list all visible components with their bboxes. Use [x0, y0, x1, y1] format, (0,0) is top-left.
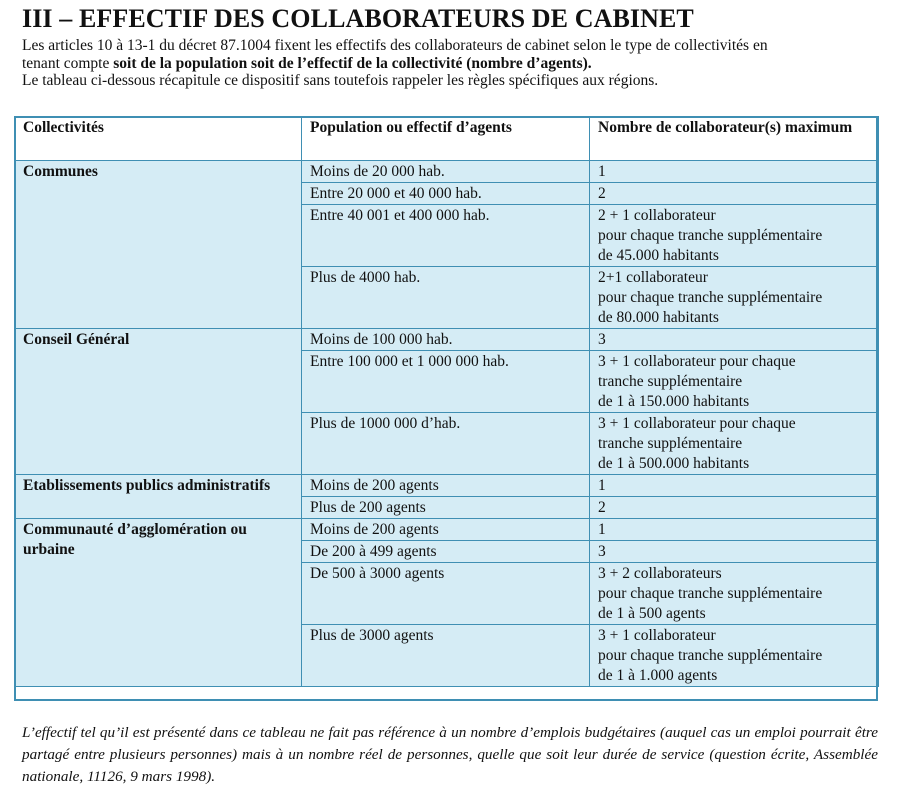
max-collaborators-line: 2+1 collaborateur	[598, 269, 708, 286]
max-collaborators-line: 2 + 1 collaborateur	[598, 207, 716, 224]
max-collaborators-cell	[590, 183, 879, 205]
intro-line-3: Le tableau ci-dessous récapitule ce dispositif sans toutefois rappeler les règles spécifiques aux régions.	[22, 72, 659, 89]
population-cell: De 500 à 3000 agents	[302, 563, 590, 625]
header-population: Population ou effectif d’agents	[302, 117, 590, 161]
collectivite-cell: Conseil Général	[15, 329, 302, 475]
max-collaborators-line: 3 + 1 collaborateur pour chaque	[598, 415, 796, 432]
collaborators-table	[14, 116, 879, 687]
population-cell: Moins de 20 000 hab.	[302, 161, 590, 183]
max-collaborators-line: de 1 à 500 agents	[598, 605, 706, 622]
max-collaborators-cell	[590, 413, 879, 475]
max-collaborators-cell	[590, 351, 879, 413]
intro-line-2-text: tenant compte	[22, 54, 114, 72]
max-collaborators-line: 3	[598, 543, 606, 560]
header-max-collaborators: Nombre de collaborateur(s) maximum	[590, 117, 879, 161]
max-collaborators-line: de 1 à 150.000 habitants	[598, 393, 750, 410]
max-collaborators-cell	[590, 541, 879, 563]
max-collaborators-line: 3 + 1 collaborateur	[598, 627, 716, 644]
section-title: III – EFFECTIF DES COLLABORATEURS DE CABINET	[22, 4, 694, 33]
population-cell: Entre 100 000 et 1 000 000 hab.	[302, 351, 590, 413]
max-collaborators-cell	[590, 625, 879, 687]
table-header-row	[15, 117, 879, 161]
intro-line-2-bold: soit de la population soit de l’effectif de la collectivité (nombre d’agents).	[113, 54, 592, 72]
population-cell: Plus de 200 agents	[302, 497, 590, 519]
max-collaborators-line: tranche supplémentaire	[598, 373, 743, 390]
max-collaborators-line: 2	[598, 499, 606, 516]
table-body	[15, 161, 879, 687]
max-collaborators-line: de 1 à 1.000 agents	[598, 667, 718, 684]
max-collaborators-line: de 80.000 habitants	[598, 309, 719, 326]
max-collaborators-cell	[590, 563, 879, 625]
max-collaborators-line: tranche supplémentaire	[598, 435, 743, 452]
max-collaborators-line: 3 + 2 collaborateurs	[598, 565, 722, 582]
max-collaborators-line: pour chaque tranche supplémentaire	[598, 585, 823, 602]
collectivite-cell: Etablissements publics administratifs	[15, 475, 302, 519]
header-collectivites: Collectivités	[15, 117, 302, 161]
population-cell: Entre 20 000 et 40 000 hab.	[302, 183, 590, 205]
collectivite-cell: Communauté d’agglomération ou urbaine	[15, 519, 302, 687]
population-cell: Moins de 200 agents	[302, 519, 590, 541]
max-collaborators-line: 3 + 1 collaborateur pour chaque	[598, 353, 796, 370]
max-collaborators-cell	[590, 161, 879, 183]
max-collaborators-line: pour chaque tranche supplémentaire	[598, 289, 823, 306]
max-collaborators-line: 1	[598, 477, 606, 494]
table-row	[15, 475, 879, 497]
max-collaborators-line: pour chaque tranche supplémentaire	[598, 647, 823, 664]
population-cell: De 200 à 499 agents	[302, 541, 590, 563]
population-cell: Entre 40 001 et 400 000 hab.	[302, 205, 590, 267]
collectivite-cell: Communes	[15, 161, 302, 329]
intro-line-1: Les articles 10 à 13-1 du décret 87.1004 fixent les effectifs des collaborateurs de cabinet selon le type de collectivités en	[22, 37, 768, 54]
max-collaborators-line: 1	[598, 521, 606, 538]
table-row	[15, 519, 879, 541]
max-collaborators-cell	[590, 475, 879, 497]
table-row	[15, 161, 879, 183]
max-collaborators-line: pour chaque tranche supplémentaire	[598, 227, 823, 244]
population-cell: Plus de 4000 hab.	[302, 267, 590, 329]
max-collaborators-line: 2	[598, 185, 606, 202]
max-collaborators-line: 3	[598, 331, 606, 348]
max-collaborators-cell	[590, 267, 879, 329]
population-cell: Plus de 3000 agents	[302, 625, 590, 687]
max-collaborators-line: 1	[598, 163, 606, 180]
population-cell: Plus de 1000 000 d’hab.	[302, 413, 590, 475]
max-collaborators-cell	[590, 205, 879, 267]
max-collaborators-cell	[590, 519, 879, 541]
max-collaborators-cell	[590, 329, 879, 351]
footnote: L’effectif tel qu’il est présenté dans ce tableau ne fait pas référence à un nombre d’emplois budgétaires (auquel cas un emploi pourrait être partagé entre plusieurs personnes) mais à un nombre réel de personnes, quelle que soit leur durée de service (question écrite, Assemblée nationale, 11126, 9 mars 1998).	[22, 724, 878, 785]
max-collaborators-line: de 1 à 500.000 habitants	[598, 455, 750, 472]
max-collaborators-line: de 45.000 habitants	[598, 247, 719, 264]
table-row	[15, 329, 879, 351]
population-cell: Moins de 100 000 hab.	[302, 329, 590, 351]
population-cell: Moins de 200 agents	[302, 475, 590, 497]
max-collaborators-cell	[590, 497, 879, 519]
intro-paragraph	[22, 37, 892, 90]
intro-line-2	[22, 55, 892, 73]
